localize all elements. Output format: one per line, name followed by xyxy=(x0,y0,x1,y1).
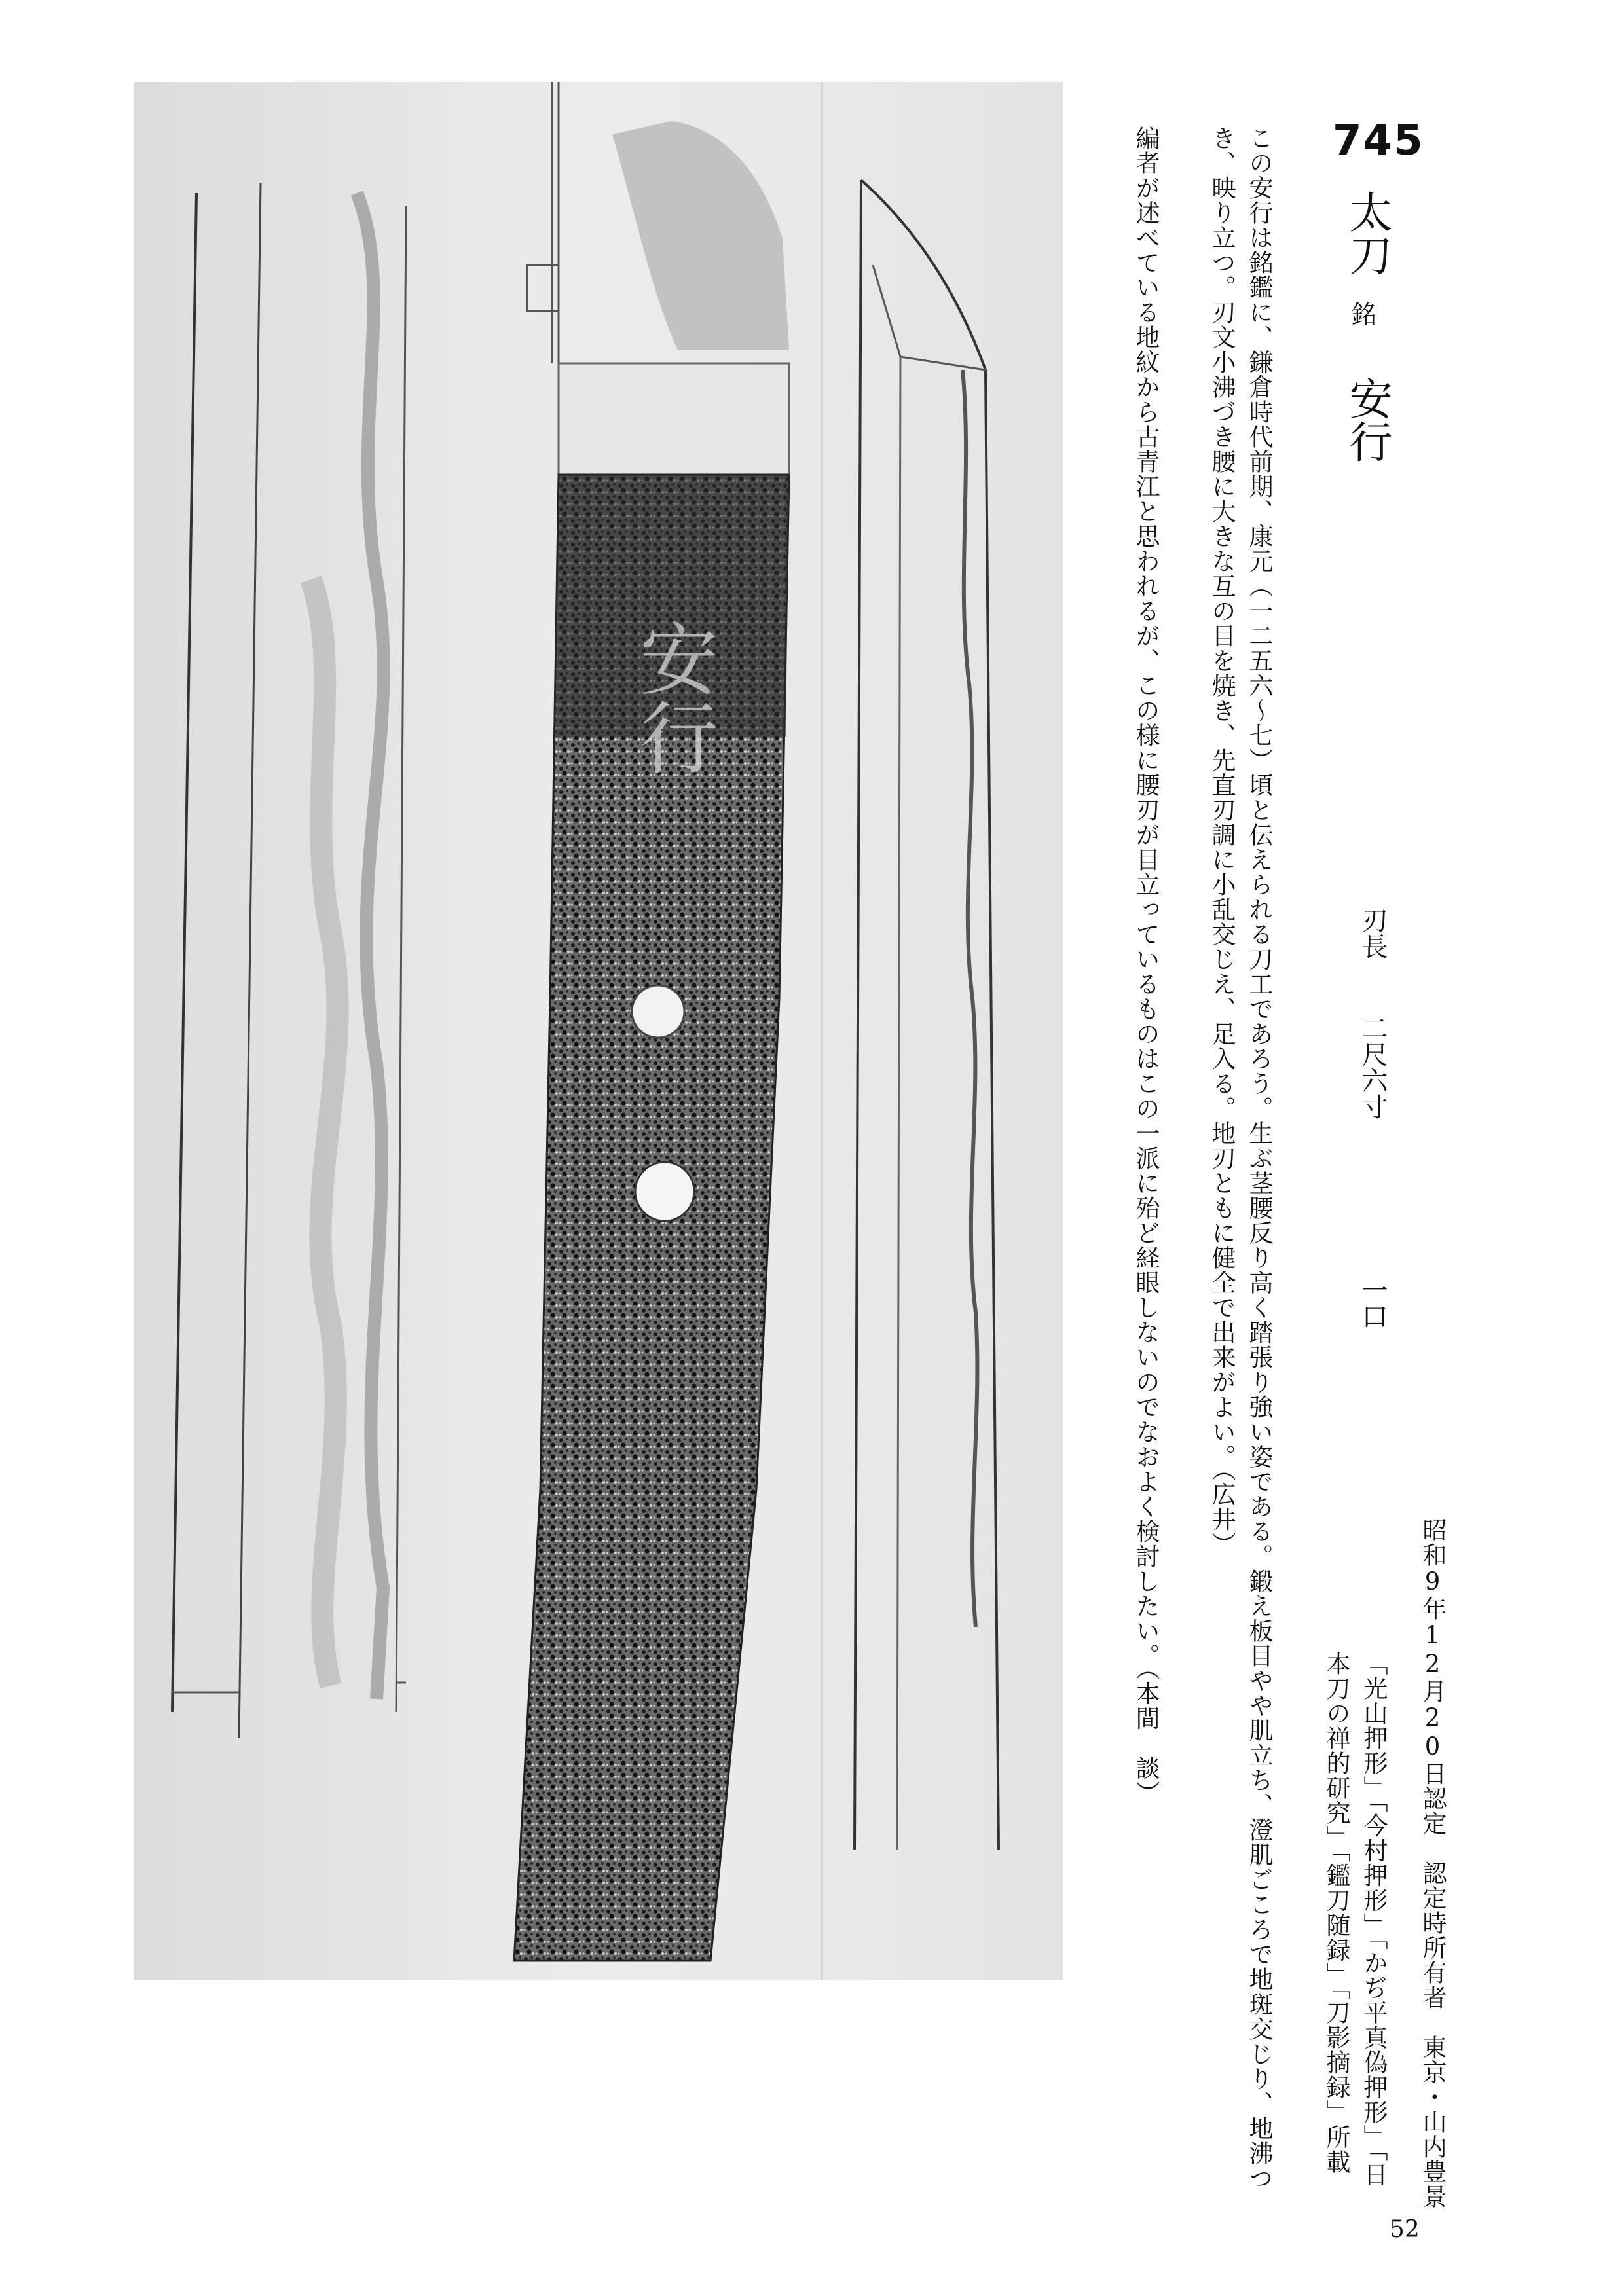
certification-record: 昭和9年12月20日認定 認定時所有者 東京・山内豊景 xyxy=(1418,1518,1447,2209)
page-number: 52 xyxy=(1390,2216,1420,2243)
references-line: 本刀の禅的研究」「鑑刀随録」「刀影摘録」所載 xyxy=(1322,1651,1350,2174)
commentary-line: 編者が述べている地紋から古青江と思われるが、この様に腰刃が目立っているものはこの一派に殆ど経眼しないのでなおよく検討したい。（本間 談） xyxy=(1132,126,1160,1806)
references-line: 「光山押形」「今村押形」「かぢ平真偽押形」「日 xyxy=(1359,1651,1388,2187)
tang-inscription: 安行 xyxy=(627,619,718,776)
blade-illustration xyxy=(134,82,1063,1980)
description-line: き、映り立つ。刃文小沸づき腰に大きな互の目を焼き、先直刃調に小乱交じえ、足入る。地刃ともに健全で出来がよい。（広井） xyxy=(1208,126,1236,1557)
blade-length-label: 刃長 xyxy=(1357,907,1388,959)
sword-type: 太刀 xyxy=(1342,190,1392,276)
signature-label: 銘 xyxy=(1347,301,1376,326)
blade-photo-plate xyxy=(134,82,1063,1980)
blade-length-value: 二尺六寸 xyxy=(1357,1015,1388,1120)
entry-number: 745 xyxy=(1333,117,1424,165)
item-count: 一口 xyxy=(1357,1277,1388,1329)
description-line: この安行は銘鑑に、鎌倉時代前期、康元（一二五六〜七）頃と伝えられる刀工であろう。生ぶ茎腰反り高く踏張り強い姿である。鍛え板目やや肌立ち、澄肌ごころで地斑交じり、地沸つ xyxy=(1245,126,1273,2191)
smith-name: 安行 xyxy=(1342,376,1392,463)
